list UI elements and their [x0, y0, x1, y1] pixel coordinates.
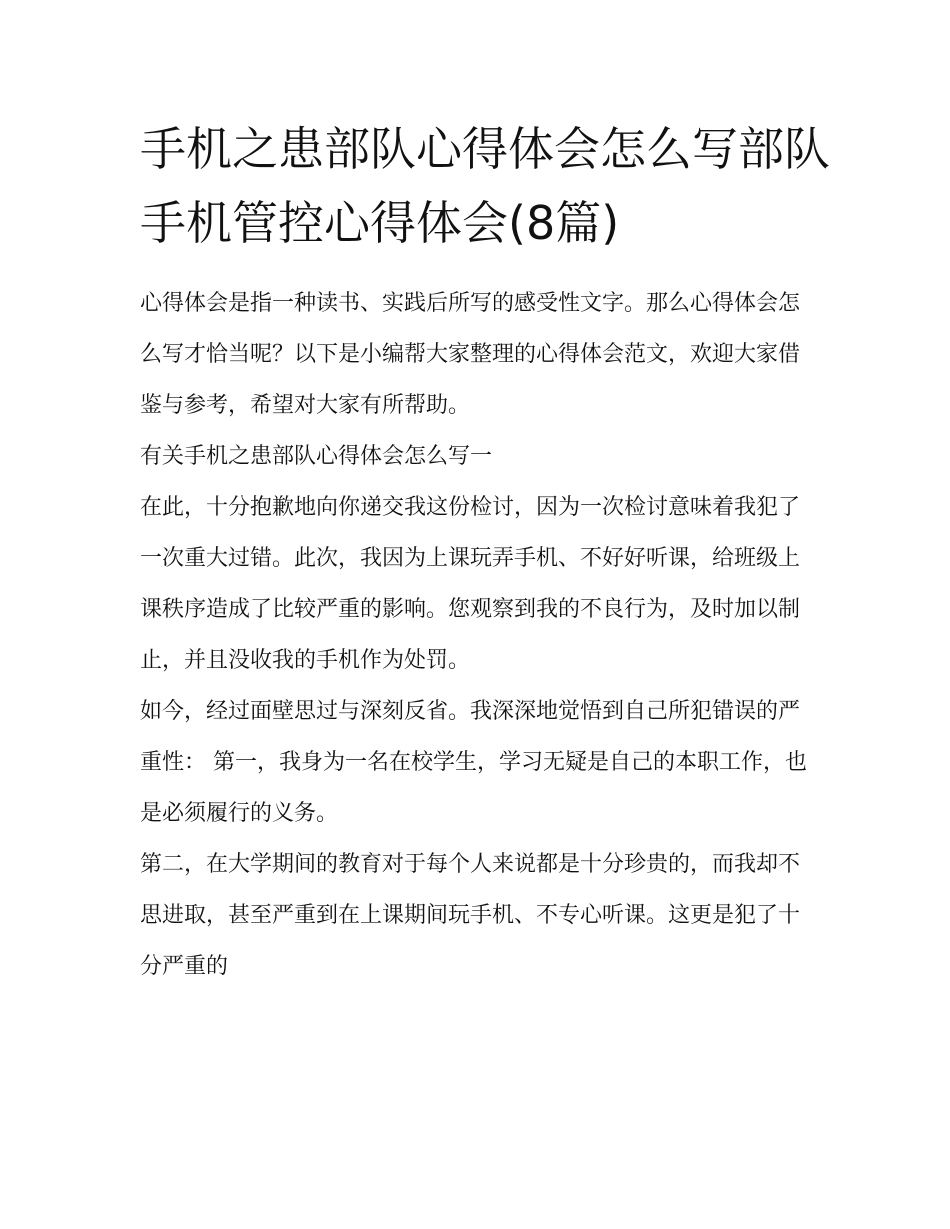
document-body [140, 278, 820, 992]
document-title: 手机之患部队心得体会怎么写部队手机管控心得体会(8篇) [140, 122, 830, 250]
intro-paragraph: 心得体会是指一种读书、实践后所写的感受性文字。那么心得体会怎么写才恰当呢？以下是小编帮大家整理的心得体会范文，欢迎大家借鉴与参考，希望对大家有所帮助。 [140, 291, 801, 418]
body-paragraph: 第二，在大学期间的教育对于每个人来说都是十分珍贵的，而我却不思进取，甚至严重到在上课期间玩手机、不专心听课。这更是犯了十分严重的 [140, 852, 801, 979]
body-paragraph: 如今，经过面壁思过与深刻反省。我深深地觉悟到自己所犯错误的严重性： 第一，我身为一名在校学生，学习无疑是自己的本职工作，也是必须履行的义务。 [140, 699, 807, 826]
body-paragraph: 在此，十分抱歉地向你递交我这份检讨，因为一次检讨意味着我犯了一次重大过错。此次，我因为上课玩弄手机、不好好听课，给班级上课秩序造成了比较严重的影响。您观察到我的不良行为，及时加以制止，并且没收我的手机作为处罚。 [140, 495, 801, 673]
section-heading: 有关手机之患部队心得体会怎么写一 [140, 444, 493, 469]
